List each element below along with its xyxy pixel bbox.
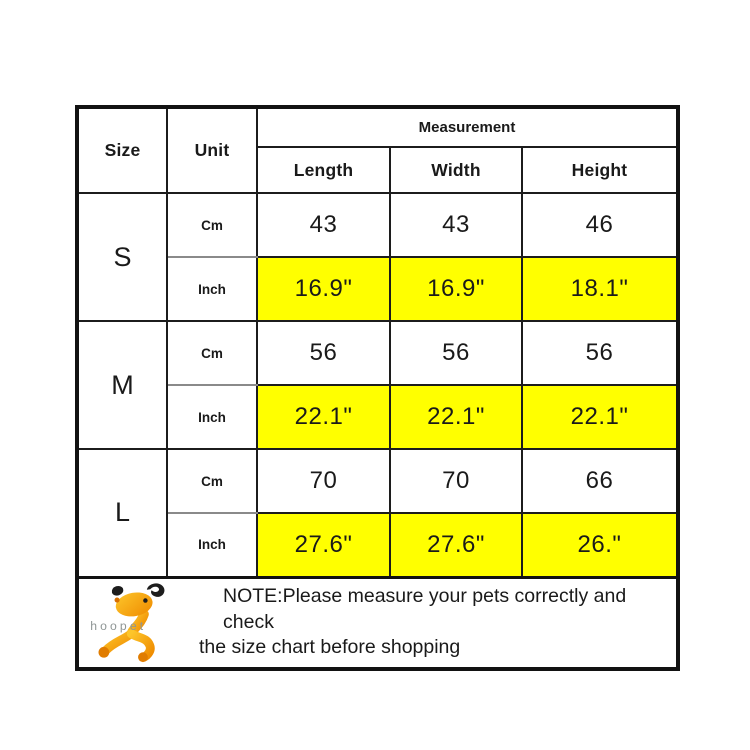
logo-wordmark: hoopet: [90, 618, 147, 633]
dog-ear-left-icon: [111, 584, 125, 597]
note-text-line1: NOTE:Please measure your pets correctly and check: [223, 584, 627, 633]
unit-label-inch: Inch: [167, 385, 257, 449]
size-label-s: S: [77, 193, 167, 321]
unit-label-cm: Cm: [167, 193, 257, 257]
cell-s-inch-height: 18.1": [522, 257, 678, 321]
cell-m-cm-width: 56: [390, 321, 522, 385]
unit-label-cm: Cm: [167, 321, 257, 385]
cell-m-inch-height: 22.1": [522, 385, 678, 449]
dog-front-paw: [99, 646, 110, 657]
cell-m-inch-width: 22.1": [390, 385, 522, 449]
cell-l-cm-width: 70: [390, 449, 522, 513]
unit-label-cm: Cm: [167, 449, 257, 513]
table-row-m-inch: [77, 385, 678, 449]
cell-s-inch-width: 16.9": [390, 257, 522, 321]
dog-nose: [115, 597, 120, 602]
note-container: [79, 579, 676, 667]
cell-l-inch-length: 27.6": [257, 513, 390, 577]
cell-s-cm-length: 43: [257, 193, 390, 257]
header-unit: Unit: [167, 107, 257, 193]
dog-back-paw: [138, 652, 148, 662]
header-measurement: Measurement: [257, 107, 678, 147]
table-row-s-inch: [77, 257, 678, 321]
note-text-line2: the size chart before shopping: [199, 636, 461, 659]
header-height: Height: [522, 147, 678, 193]
cell-m-cm-length: 56: [257, 321, 390, 385]
cell-l-cm-length: 70: [257, 449, 390, 513]
note-text: [193, 584, 670, 662]
dog-ear-right-icon: [147, 583, 165, 597]
cell-l-inch-height: 26.": [522, 513, 678, 577]
header-row-top: [77, 107, 678, 147]
table-row-m-cm: [77, 321, 678, 385]
size-label-l: L: [77, 449, 167, 577]
cell-l-inch-width: 27.6": [390, 513, 522, 577]
note-row: [77, 577, 678, 669]
cell-s-cm-height: 46: [522, 193, 678, 257]
cell-s-cm-width: 43: [390, 193, 522, 257]
dog-eye: [143, 598, 147, 602]
cell-m-cm-height: 56: [522, 321, 678, 385]
table-row-l-cm: [77, 449, 678, 513]
size-chart-table: [75, 105, 680, 671]
cell-m-inch-length: 22.1": [257, 385, 390, 449]
cell-l-cm-height: 66: [522, 449, 678, 513]
table-row-l-inch: [77, 513, 678, 577]
unit-label-inch: Inch: [167, 513, 257, 577]
hoopet-logo: [89, 581, 193, 665]
header-size: Size: [77, 107, 167, 193]
header-width: Width: [390, 147, 522, 193]
size-label-m: M: [77, 321, 167, 449]
cell-s-inch-length: 16.9": [257, 257, 390, 321]
table-row-s-cm: [77, 193, 678, 257]
unit-label-inch: Inch: [167, 257, 257, 321]
header-length: Length: [257, 147, 390, 193]
